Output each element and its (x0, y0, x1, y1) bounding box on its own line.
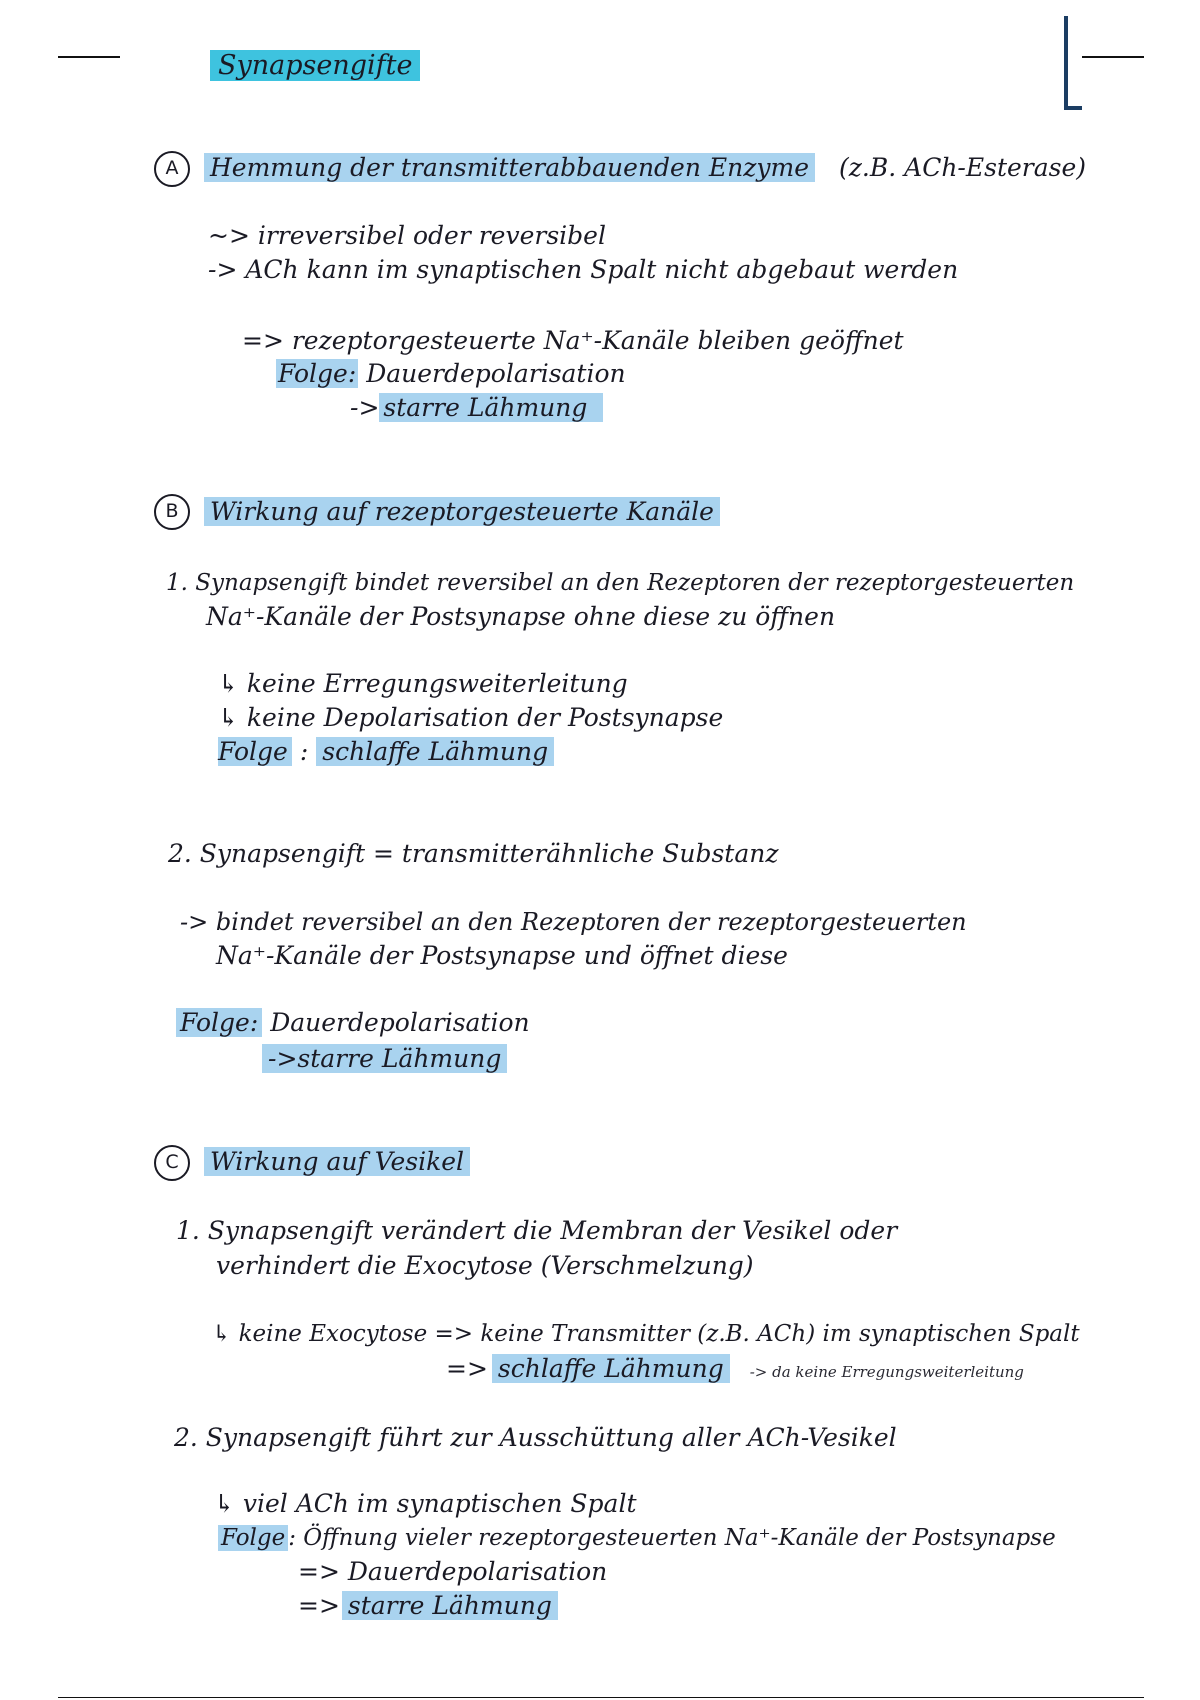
section-a-result (350, 392, 603, 424)
section-a-folge-text: Dauerdepolarisation (366, 359, 626, 388)
section-b-point-2-line-2: -> bindet reversibel an den Rezeptoren der rezeptorgesteuerten (180, 908, 967, 936)
section-b-point-2-folge (176, 1007, 530, 1039)
top-left-rule (58, 56, 120, 58)
section-a-result-arrow: -> (350, 393, 380, 422)
section-c-point-2-result-arrow: => (298, 1591, 340, 1620)
section-c-point-2-result-highlight: starre Lähmung (342, 1591, 558, 1620)
section-b-point-1-line-2: Na⁺-Kanäle der Postsynapse ohne diese zu öffnen (206, 602, 836, 631)
section-a-folge (276, 358, 626, 390)
section-c-point-2-folge-text: : Öffnung vieler rezeptorgesteuerten Na⁺-Kanäle der Postsynapse (288, 1525, 1056, 1551)
section-b-point-1-line-1: 1. Synapsengift bindet reversibel an den Rezeptoren der rezeptorgesteuerten (166, 570, 1075, 596)
section-c-point-1-result (446, 1353, 1024, 1388)
section-a-heading-highlight: Hemmung der transmitterabbauenden Enzyme (204, 153, 815, 182)
section-c-point-2-line-1: 2. Synapsengift führt zur Ausschüttung aller ACh-Vesikel (174, 1423, 897, 1452)
section-c-point-1-note: -> da keine Erregungsweiterleitung (749, 1363, 1024, 1381)
section-a-line-1: ~> irreversibel oder reversibel (208, 221, 606, 250)
section-b-point-1-folge (218, 736, 554, 768)
section-c-heading-highlight: Wirkung auf Vesikel (204, 1147, 470, 1176)
section-b-heading-highlight: Wirkung auf rezeptorgesteuerte Kanäle (204, 497, 720, 526)
section-a-result-highlight: starre Lähmung (379, 393, 603, 422)
section-b-point-2-line-1: 2. Synapsengift = transmitterähnliche Substanz (168, 839, 779, 868)
section-b-point-1-folge-colon: : (299, 737, 309, 766)
corner-bracket-foot (1064, 106, 1082, 110)
section-c-point-2-bullet-1: ↳ viel ACh im synaptischen Spalt (214, 1489, 637, 1518)
section-b-marker: B (154, 494, 190, 530)
section-b-point-2-folge-text: Dauerdepolarisation (270, 1008, 530, 1037)
section-a-heading (204, 152, 1086, 184)
section-c-point-1-line-1: 1. Synapsengift verändert die Membran der Vesikel oder (176, 1216, 898, 1245)
section-c-point-1-bullet-1: ↳ keine Exocytose => keine Transmitter (z.B. ACh) im synaptischen Spalt (212, 1321, 1080, 1347)
section-b-heading (204, 496, 720, 528)
section-a-line-2: -> ACh kann im synaptischen Spalt nicht abgebaut werden (208, 255, 959, 284)
section-b-point-2-result-highlight: ->starre Lähmung (262, 1044, 507, 1073)
section-c-point-2-line-3: => Dauerdepolarisation (298, 1557, 608, 1586)
section-c-point-2-folge-label: Folge (218, 1525, 288, 1551)
section-b-point-2-line-3: Na⁺-Kanäle der Postsynapse und öffnet diese (216, 941, 788, 970)
section-c-marker: C (154, 1145, 190, 1181)
section-c-point-1-result-highlight: schlaffe Lähmung (492, 1354, 730, 1383)
top-right-rule (1082, 56, 1144, 58)
section-c-point-1-result-arrow: => (446, 1354, 488, 1383)
section-b-point-2-folge-label: Folge: (176, 1008, 262, 1037)
section-a-folge-label: Folge: (278, 359, 357, 388)
page-title (210, 50, 420, 82)
section-a-line-3: => rezeptorgesteuerte Na⁺-Kanäle bleiben geöffnet (242, 326, 904, 355)
title-highlight: Synapsengifte (210, 50, 420, 81)
section-c-point-2-folge (218, 1522, 1056, 1554)
section-c-heading (204, 1146, 470, 1178)
section-b-point-1-folge-label: Folge (218, 737, 292, 766)
corner-bracket (1064, 16, 1068, 110)
section-a-heading-note: (z.B. ACh-Esterase) (839, 153, 1087, 182)
section-c-point-1-line-2: verhindert die Exocytose (Verschmelzung) (216, 1251, 754, 1280)
section-b-point-1-bullet-2: ↳ keine Depolarisation der Postsynapse (218, 703, 724, 732)
section-c-point-2-result (298, 1590, 558, 1622)
section-b-point-1-result: schlaffe Lähmung (316, 737, 554, 766)
section-b-point-2-result (262, 1043, 507, 1075)
bottom-rule (58, 1697, 1144, 1698)
section-b-point-1-bullet-1: ↳ keine Erregungsweiterleitung (218, 669, 628, 698)
section-a-marker: A (154, 151, 190, 187)
